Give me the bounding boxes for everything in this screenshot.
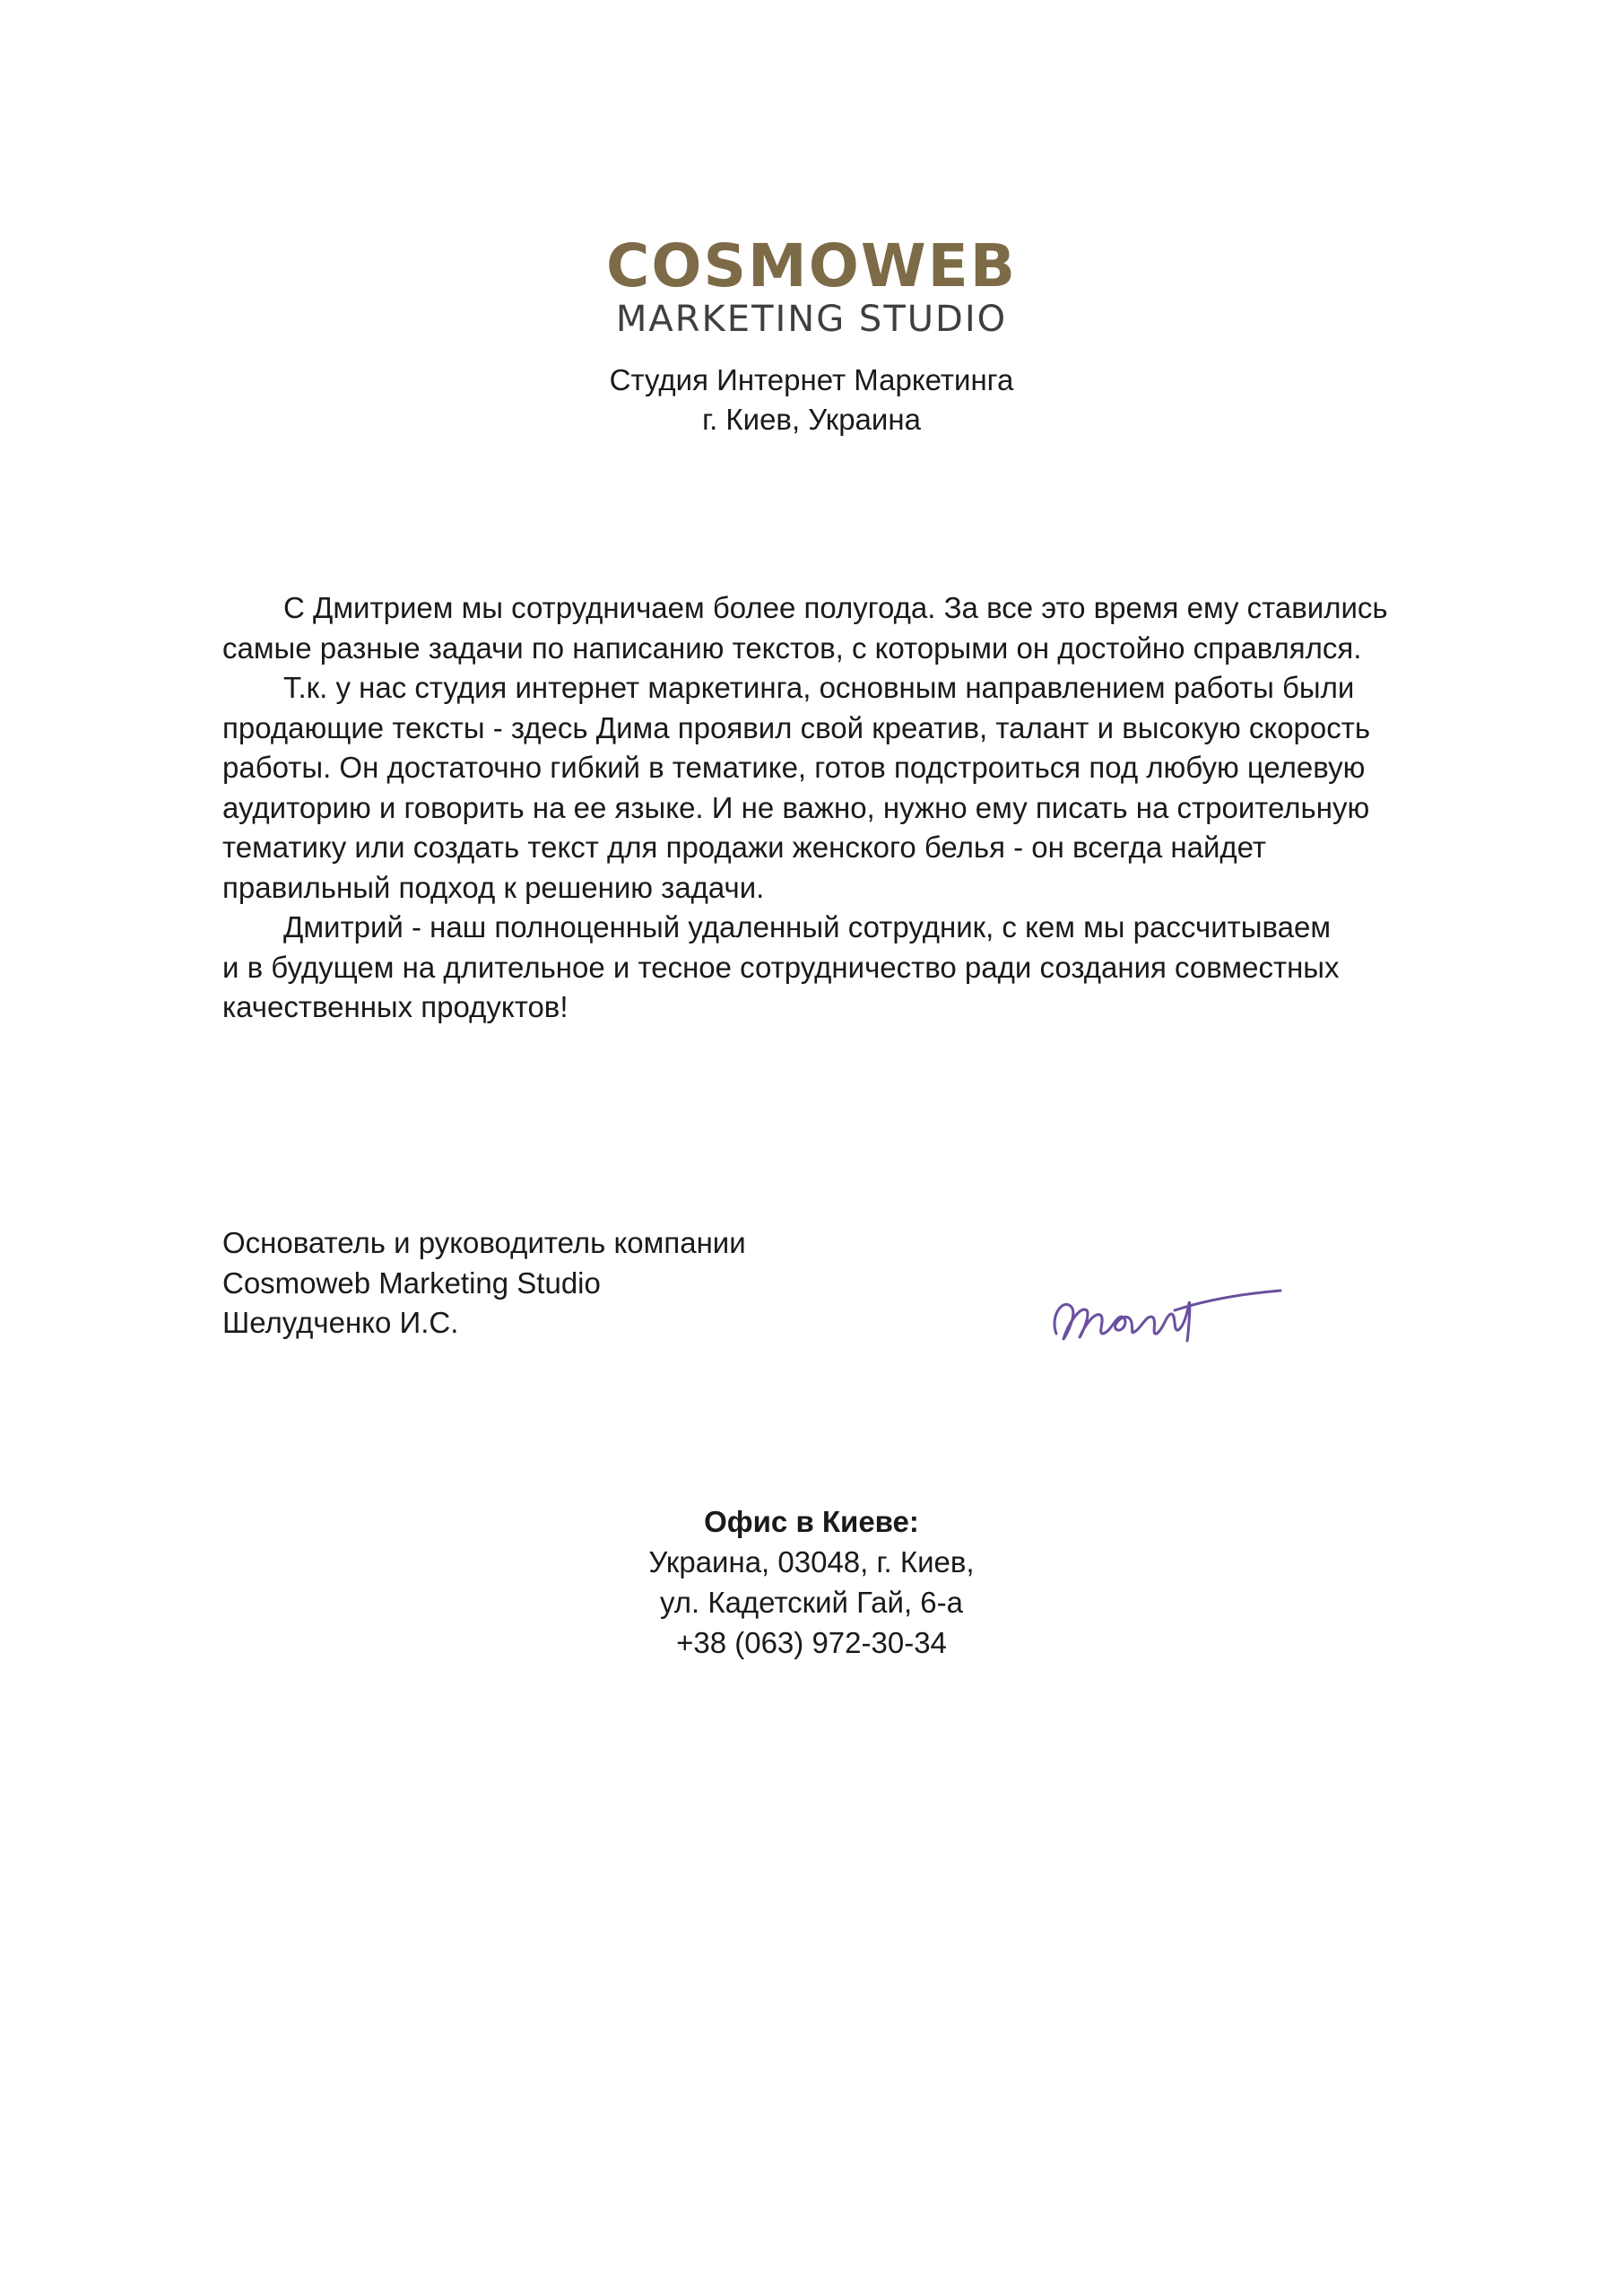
office-address-line1: Украина, 03048, г. Киев, xyxy=(648,1545,975,1578)
signer-company: Cosmoweb Marketing Studio xyxy=(222,1265,601,1300)
signer-title: Основатель и руководитель компании xyxy=(222,1226,746,1259)
body-line: продающие тексты - здесь Дима проявил свой креатив, талант и высокую скорость xyxy=(222,710,1371,744)
handwritten-signature xyxy=(1013,1251,1336,1368)
body-line: самые разные задачи по написанию текстов, с которыми он достойно справлялся. xyxy=(222,631,1362,665)
letter-body xyxy=(222,588,1424,1028)
body-line: Дмитрий - наш полноценный удаленный сотрудник, с кем мы рассчитываем xyxy=(283,910,1332,944)
logo-sub-text: MARKETING STUDIO xyxy=(615,299,1008,340)
body-line: работы. Он достаточно гибкий в тематике, готов подстроиться под любую целевую xyxy=(222,751,1366,784)
letterhead-info xyxy=(0,361,1623,439)
body-line: С Дмитрием мы сотрудничаем более полугода. За все это время ему ставились xyxy=(283,591,1388,624)
company-logo xyxy=(0,231,1623,340)
office-phone: +38 (063) 972-30-34 xyxy=(676,1626,947,1659)
office-title: Офис в Киеве: xyxy=(704,1505,919,1538)
signer-block xyxy=(222,1223,1029,1344)
office-block xyxy=(0,1501,1623,1663)
body-line: тематику или создать текст для продажи женского белья - он всегда найдет xyxy=(222,831,1267,864)
logo-main-text: COSMOWEB xyxy=(605,231,1018,300)
office-address-line2: ул. Кадетский Гай, 6-а xyxy=(659,1586,963,1619)
body-line: аудиторию и говорить на ее языке. И не важно, нужно ему писать на строительную xyxy=(222,790,1370,824)
letterhead-city: г. Киев, Украина xyxy=(702,403,921,436)
letterhead-studio-name: Студия Интернет Маркетинга xyxy=(609,363,1014,396)
body-line: качественных продуктов! xyxy=(222,990,568,1023)
body-line: и в будущем на длительное и тесное сотрудничество ради создания совместных xyxy=(222,950,1340,984)
signer-name: Шелудченко И.С. xyxy=(222,1306,459,1339)
body-line: Т.к. у нас студия интернет маркетинга, основным направлением работы были xyxy=(283,671,1355,704)
body-line: правильный подход к решению задачи. xyxy=(222,870,765,904)
